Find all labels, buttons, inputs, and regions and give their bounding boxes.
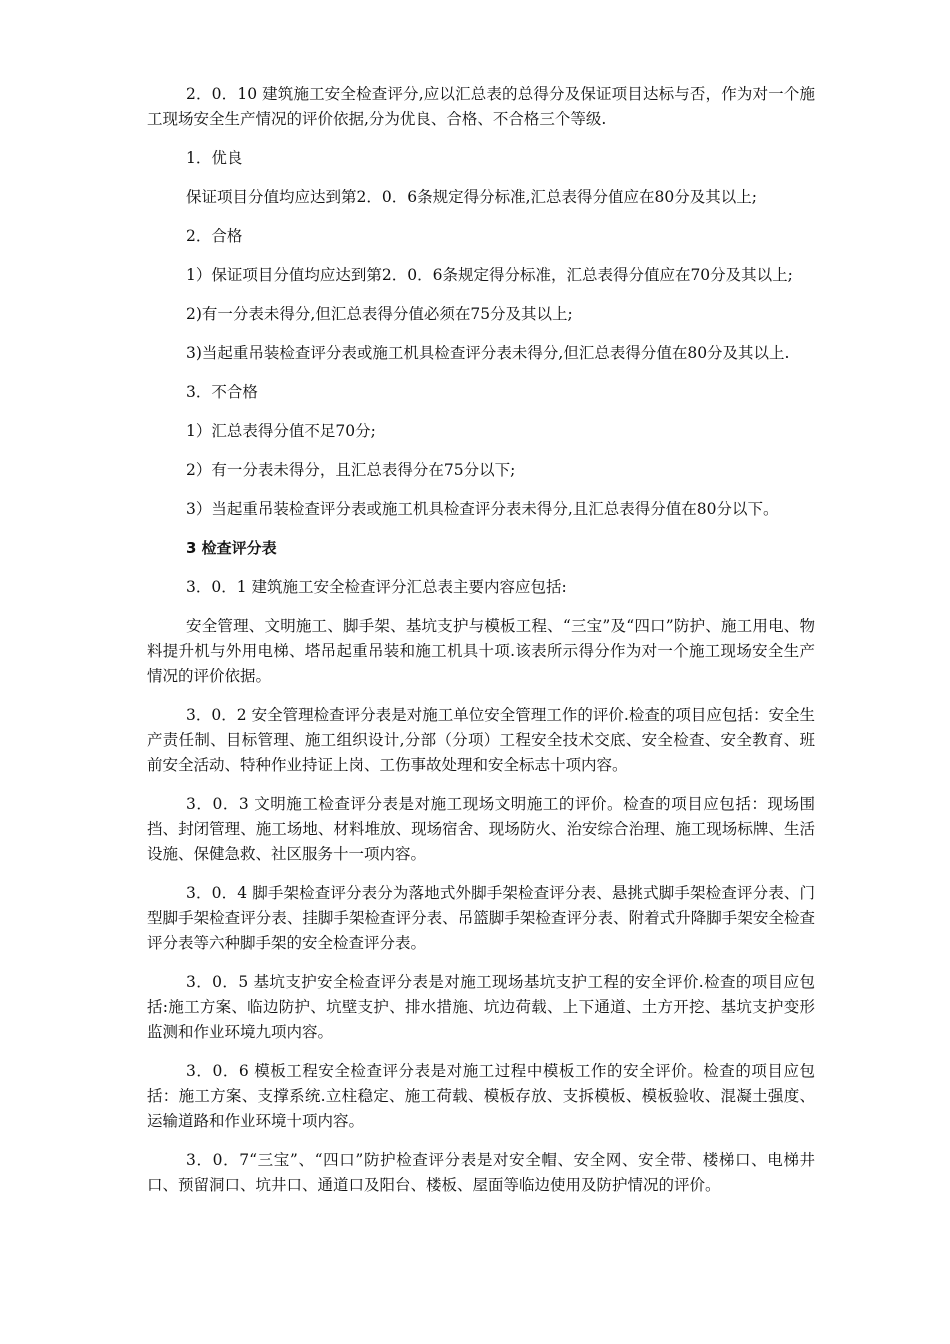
paragraph-3-0-1: 3．0．1 建筑施工安全检查评分汇总表主要内容应包括: — [186, 578, 567, 596]
paragraph-3-0-7: 3．0．7“三宝”、“四口”防护检查评分表是对安全帽、安全网、安全带、楼梯口、电梯井口、预留洞口、坑井口、通道口及阳台、楼板、屋面等临边使用及防护情况的评价。 — [147, 1151, 815, 1194]
item-unqualified-2: 2）有一分表未得分，且汇总表得分在75分以下; — [186, 461, 516, 479]
item-unqualified-1: 1）汇总表得分值不足70分; — [186, 422, 376, 440]
section-heading-3: 3 检查评分表 — [186, 539, 277, 557]
item-qualified-1: 1）保证项目分值均应达到第2．0．6条规定得分标准，汇总表得分值应在70分及其以上; — [186, 266, 793, 284]
item-unqualified-3: 3）当起重吊装检查评分表或施工机具检查评分表未得分,且汇总表得分值在80分以下。 — [186, 500, 779, 518]
item-unqualified-heading: 3．不合格 — [186, 383, 258, 401]
paragraph-3-0-6: 3．0．6 模板工程安全检查评分表是对施工过程中模板工作的安全评价。检查的项目应包括：施工方案、支撑系统.立柱稳定、施工荷载、模板存放、支拆模板、模板验收、混凝土强度、运输道路和作业环境十项内容。 — [147, 1062, 815, 1130]
document-page — [147, 82, 815, 1212]
paragraph-3-0-5: 3．0．5 基坑支护安全检查评分表是对施工现场基坑支护工程的安全评价.检查的项目应包括:施工方案、临边防护、坑壁支护、排水措施、坑边荷载、上下通道、土方开挖、基坑支护变形监测和作业环境九项内容。 — [147, 973, 815, 1041]
paragraph-3-0-1-content: 安全管理、文明施工、脚手架、基坑支护与模板工程、“三宝”及“四口”防护、施工用电、物料提升机与外用电梯、塔吊起重吊装和施工机具十项.该表所示得分作为对一个施工现场安全生产情况的评价依据。 — [147, 617, 815, 685]
item-qualified-heading: 2．合格 — [186, 227, 243, 245]
item-qualified-2: 2)有一分表未得分,但汇总表得分值必须在75分及其以上; — [186, 305, 573, 323]
item-excellent-heading: 1．优良 — [186, 149, 243, 167]
paragraph-2-0-10: 2．0．10 建筑施工安全检查评分,应以汇总表的总得分及保证项目达标与否，作为对一个施工现场安全生产情况的评价依据,分为优良、合格、不合格三个等级. — [147, 85, 815, 128]
item-excellent-text: 保证项目分值均应达到第2．0．6条规定得分标准,汇总表得分值应在80分及其以上; — [186, 188, 757, 206]
paragraph-3-0-3: 3．0．3 文明施工检查评分表是对施工现场文明施工的评价。检查的项目应包括：现场围挡、封闭管理、施工场地、材料堆放、现场宿舍、现场防火、治安综合治理、施工现场标牌、生活设施、保健急救、社区服务十一项内容。 — [147, 795, 815, 863]
item-qualified-3: 3)当起重吊装检查评分表或施工机具检查评分表未得分,但汇总表得分值在80分及其以上. — [186, 344, 790, 362]
paragraph-3-0-4: 3．0．4 脚手架检查评分表分为落地式外脚手架检查评分表、悬挑式脚手架检查评分表、门型脚手架检查评分表、挂脚手架检查评分表、吊篮脚手架检查评分表、附着式升降脚手架安全检查评分表等六种脚手架的安全检查评分表。 — [147, 884, 815, 952]
paragraph-3-0-2: 3．0．2 安全管理检查评分表是对施工单位安全管理工作的评价.检查的项目应包括：安全生产责任制、目标管理、施工组织设计,分部（分项）工程安全技术交底、安全检查、安全教育、班前安全活动、特种作业持证上岗、工伤事故处理和安全标志十项内容。 — [147, 706, 815, 774]
